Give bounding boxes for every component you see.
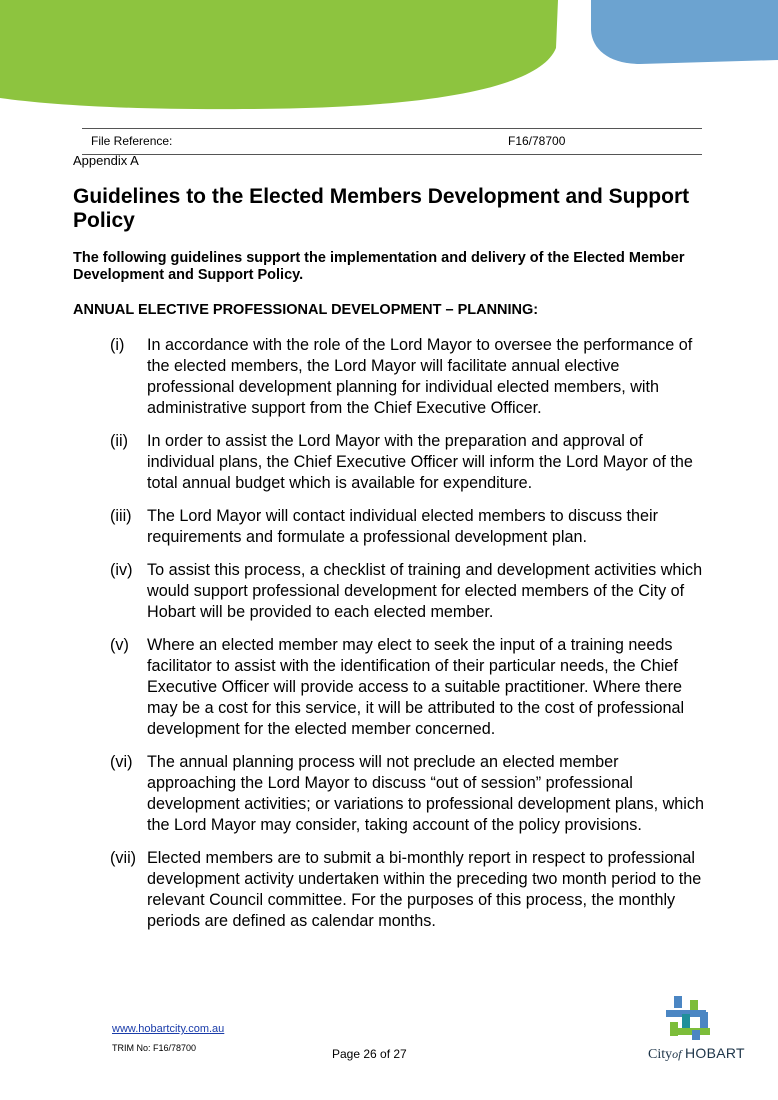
list-item (110, 506, 710, 548)
logo-of-text: of (672, 1047, 682, 1061)
item-number: (iv) (110, 561, 133, 579)
item-number: (ii) (110, 432, 128, 450)
file-reference-bar (82, 128, 702, 155)
section-heading: ANNUAL ELECTIVE PROFESSIONAL DEVELOPMENT – PLANNING: (73, 302, 539, 318)
item-text: To assist this process, a checklist of training and development activities which would support professional development for elected members of the City of Hobart will be provided to each elected member. (147, 561, 703, 621)
item-text: Where an elected member may elect to seek the input of a training needs facilitator to assist with the identification of their particular needs, the Chief Executive Officer will provide access to a suitable practitioner. Where there may be a cost for this service, it will be attributed to the cost of professional development for the elected member concerned. (147, 636, 685, 738)
list-item (110, 431, 710, 494)
item-text: In accordance with the role of the Lord Mayor to oversee the performance of the elected members, the Lord Mayor will facilitate annual elective professional development planning for individual elected members, with administrative support from the Chief Executive Officer. (147, 336, 693, 417)
footer-trim-number: TRIM No: F16/78700 (112, 1043, 197, 1053)
appendix-label: Appendix A (73, 153, 139, 168)
list-item (110, 752, 710, 836)
guideline-list (110, 335, 710, 944)
item-text: The Lord Mayor will contact individual elected members to discuss their requirements and formulate a professional development plan. (147, 507, 659, 546)
item-number: (i) (110, 336, 125, 354)
page-number: Page 26 of 27 (332, 1047, 407, 1061)
item-number: (iii) (110, 507, 132, 525)
header-banner (0, 0, 778, 115)
logo-city-text: City (648, 1047, 673, 1062)
green-banner-shape (0, 0, 558, 109)
item-text: Elected members are to submit a bi-monthly report in respect to professional development activity undertaken within the preceding two month period to the relevant Council committee. For the purposes of this process, the monthly periods are defined as calendar months. (147, 849, 702, 930)
file-reference-value: F16/78700 (508, 134, 566, 148)
intro-paragraph: The following guidelines support the implementation and delivery of the Elected Member Development and Support Policy. (73, 250, 685, 283)
blue-banner-shape (591, 0, 778, 64)
list-item (110, 635, 710, 740)
file-reference-label: File Reference: (91, 134, 173, 148)
list-item (110, 848, 710, 932)
document-title: Guidelines to the Elected Members Development and Support Policy (73, 185, 690, 232)
list-item (110, 560, 710, 623)
item-number: (v) (110, 636, 129, 654)
item-number: (vii) (110, 849, 137, 867)
list-item (110, 335, 710, 419)
logo-hobart-text: HOBART (684, 1045, 745, 1061)
item-text: The annual planning process will not preclude an elected member approaching the Lord Mayor to discuss “out of session” professional development activities; or variations to professional development plans, which the Lord Mayor may consider, taking account of the policy provisions. (147, 753, 704, 834)
item-number: (vi) (110, 753, 133, 771)
footer-website-link[interactable]: www.hobartcity.com.au (112, 1023, 225, 1035)
item-text: In order to assist the Lord Mayor with the preparation and approval of individual plans, the Chief Executive Officer will inform the Lord Mayor of the total annual budget which is available for expenditure. (147, 432, 693, 492)
logo-wordmark (648, 1045, 745, 1063)
